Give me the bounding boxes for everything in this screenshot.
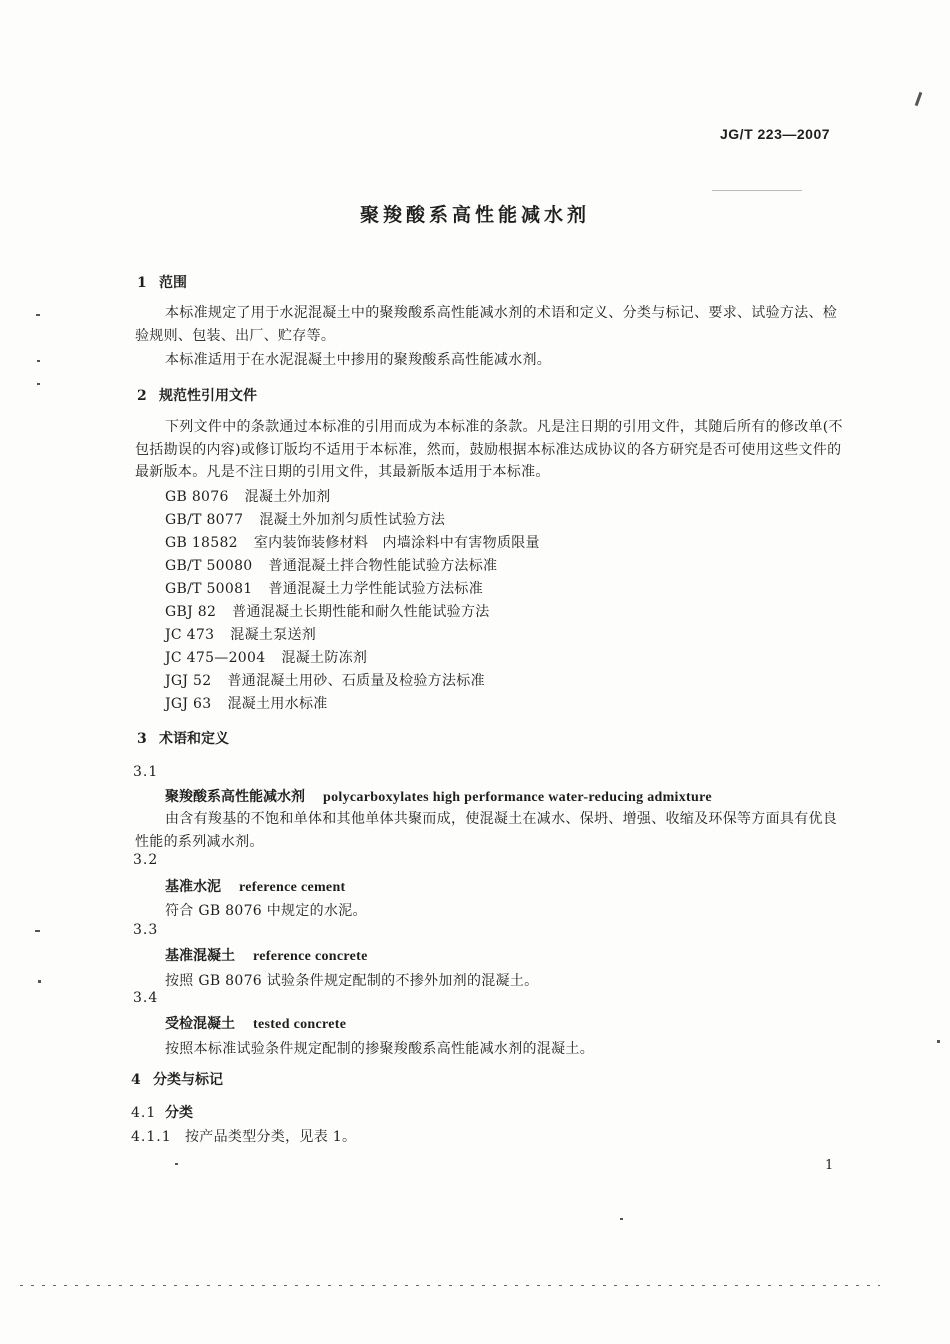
reference-code: JC 475—2004 (165, 650, 266, 666)
scan-mark (915, 92, 923, 106)
term-zh: 基准混凝土 (165, 948, 235, 964)
clause-text: 按产品类型分类，见表 1。 (185, 1129, 357, 1145)
scan-mark (35, 930, 40, 932)
term-en: reference concrete (253, 949, 368, 964)
scan-mark (937, 1040, 940, 1043)
term-definition: 按照 GB 8076 试验条件规定配制的不掺外加剂的混凝土。 (165, 973, 539, 989)
reference-code: GB 8076 (165, 489, 229, 505)
reference-name: 室内装饰装修材料 内墙涂料中有害物质限量 (253, 535, 540, 551)
term-definition: 符合 GB 8076 中规定的水泥。 (165, 903, 367, 919)
section-1-paragraph-1: 本标准规定了用于水泥混凝土中的聚羧酸系高性能减水剂的术语和定义、分类与标记、要求、试验方法、检验规则、包装、出厂、贮存等。 (135, 305, 838, 344)
reference-item (165, 693, 328, 713)
term-definition: 按照本标准试验条件规定配制的掺聚羧酸系高性能减水剂的混凝土。 (165, 1041, 594, 1057)
reference-name: 普通混凝土力学性能试验方法标准 (268, 581, 484, 597)
reference-name: 普通混凝土长期性能和耐久性能试验方法 (232, 604, 490, 620)
reference-code: GB/T 50081 (165, 581, 253, 597)
reference-code: GB/T 8077 (165, 512, 244, 528)
reference-code: GB/T 50080 (165, 558, 253, 574)
scan-mark (175, 1163, 178, 1165)
section-number: 1 (137, 275, 147, 291)
reference-code: JGJ 52 (165, 673, 212, 689)
reference-item (165, 601, 490, 621)
term-en: reference cement (239, 880, 346, 895)
reference-item (165, 509, 445, 529)
section-number: 4 (131, 1072, 141, 1088)
section-number: 2 (137, 388, 147, 404)
term-zh: 受检混凝土 (165, 1016, 235, 1032)
scan-mark (38, 980, 41, 983)
term-zh: 聚羧酸系高性能减水剂 (165, 789, 305, 805)
scan-mark (20, 1285, 880, 1286)
reference-code: GBJ 82 (165, 604, 217, 620)
reference-item (165, 555, 497, 575)
section-title: 分类与标记 (153, 1072, 223, 1088)
reference-code: JC 473 (165, 627, 215, 643)
reference-name: 混凝土外加剂 (244, 489, 331, 505)
reference-code: JGJ 63 (165, 696, 212, 712)
reference-name: 混凝土用水标准 (227, 696, 328, 712)
term-definition: 由含有羧基的不饱和单体和其他单体共聚而成，使混凝土在减水、保坍、增强、收缩及环保等方面具有优良性能的系列减水剂。 (135, 811, 838, 850)
section-title: 范围 (159, 275, 187, 291)
section-2-heading (137, 385, 257, 405)
term-heading (165, 786, 712, 806)
reference-item (165, 624, 316, 644)
reference-code: GB 18582 (165, 535, 238, 551)
term-number: 3.4 (133, 990, 159, 1006)
reference-item (165, 578, 483, 598)
term-en: polycarboxylates high performance water-reducing admixture (323, 790, 712, 805)
term-number: 3.2 (133, 852, 159, 868)
term-number: 3.1 (133, 764, 159, 780)
section-3-heading (137, 728, 229, 748)
reference-name: 混凝土泵送剂 (230, 627, 317, 643)
section-number: 3 (137, 731, 147, 747)
reference-name: 普通混凝土用砂、石质量及检验方法标准 (227, 673, 485, 689)
section-1-heading (137, 272, 187, 292)
scan-mark (37, 383, 40, 385)
term-heading (165, 876, 346, 896)
standard-code: JG/T 223—2007 (720, 126, 831, 142)
reference-name: 普通混凝土拌合物性能试验方法标准 (268, 558, 498, 574)
reference-name: 混凝土防冻剂 (281, 650, 368, 666)
reference-item (165, 647, 367, 667)
scan-mark (37, 360, 40, 362)
section-4-heading (131, 1069, 223, 1089)
term-number: 3.3 (133, 922, 159, 938)
subsection-number: 4.1 (131, 1105, 157, 1121)
section-title: 术语和定义 (159, 731, 229, 747)
subsection-heading (131, 1102, 193, 1122)
reference-item (165, 532, 540, 552)
clause-item (131, 1126, 356, 1146)
section-2-paragraph: 下列文件中的条款通过本标准的引用而成为本标准的条款。凡是注日期的引用文件，其随后所有的修改单(不包括勘误的内容)或修订版均不适用于本标准，然而，鼓励根据本标准达成协议的各方研究是否可使用这些文件的最新版本。凡是不注日期的引用文件，其最新版本适用于本标准。 (135, 419, 843, 480)
scan-mark (36, 314, 40, 316)
term-zh: 基准水泥 (165, 879, 221, 895)
term-heading (165, 945, 368, 965)
section-1-paragraph-2: 本标准适用于在水泥混凝土中掺用的聚羧酸系高性能减水剂。 (165, 352, 552, 368)
scan-mark (620, 1218, 623, 1220)
reference-name: 混凝土外加剂匀质性试验方法 (259, 512, 446, 528)
document-title: 聚羧酸系高性能减水剂 (359, 204, 590, 226)
scan-mark (712, 190, 802, 191)
clause-number: 4.1.1 (131, 1129, 172, 1145)
reference-item (165, 486, 330, 506)
section-title: 规范性引用文件 (159, 388, 257, 404)
reference-item (165, 670, 485, 690)
subsection-title: 分类 (165, 1105, 193, 1121)
term-en: tested concrete (253, 1017, 347, 1032)
term-heading (165, 1013, 346, 1033)
page-number: 1 (825, 1158, 834, 1173)
